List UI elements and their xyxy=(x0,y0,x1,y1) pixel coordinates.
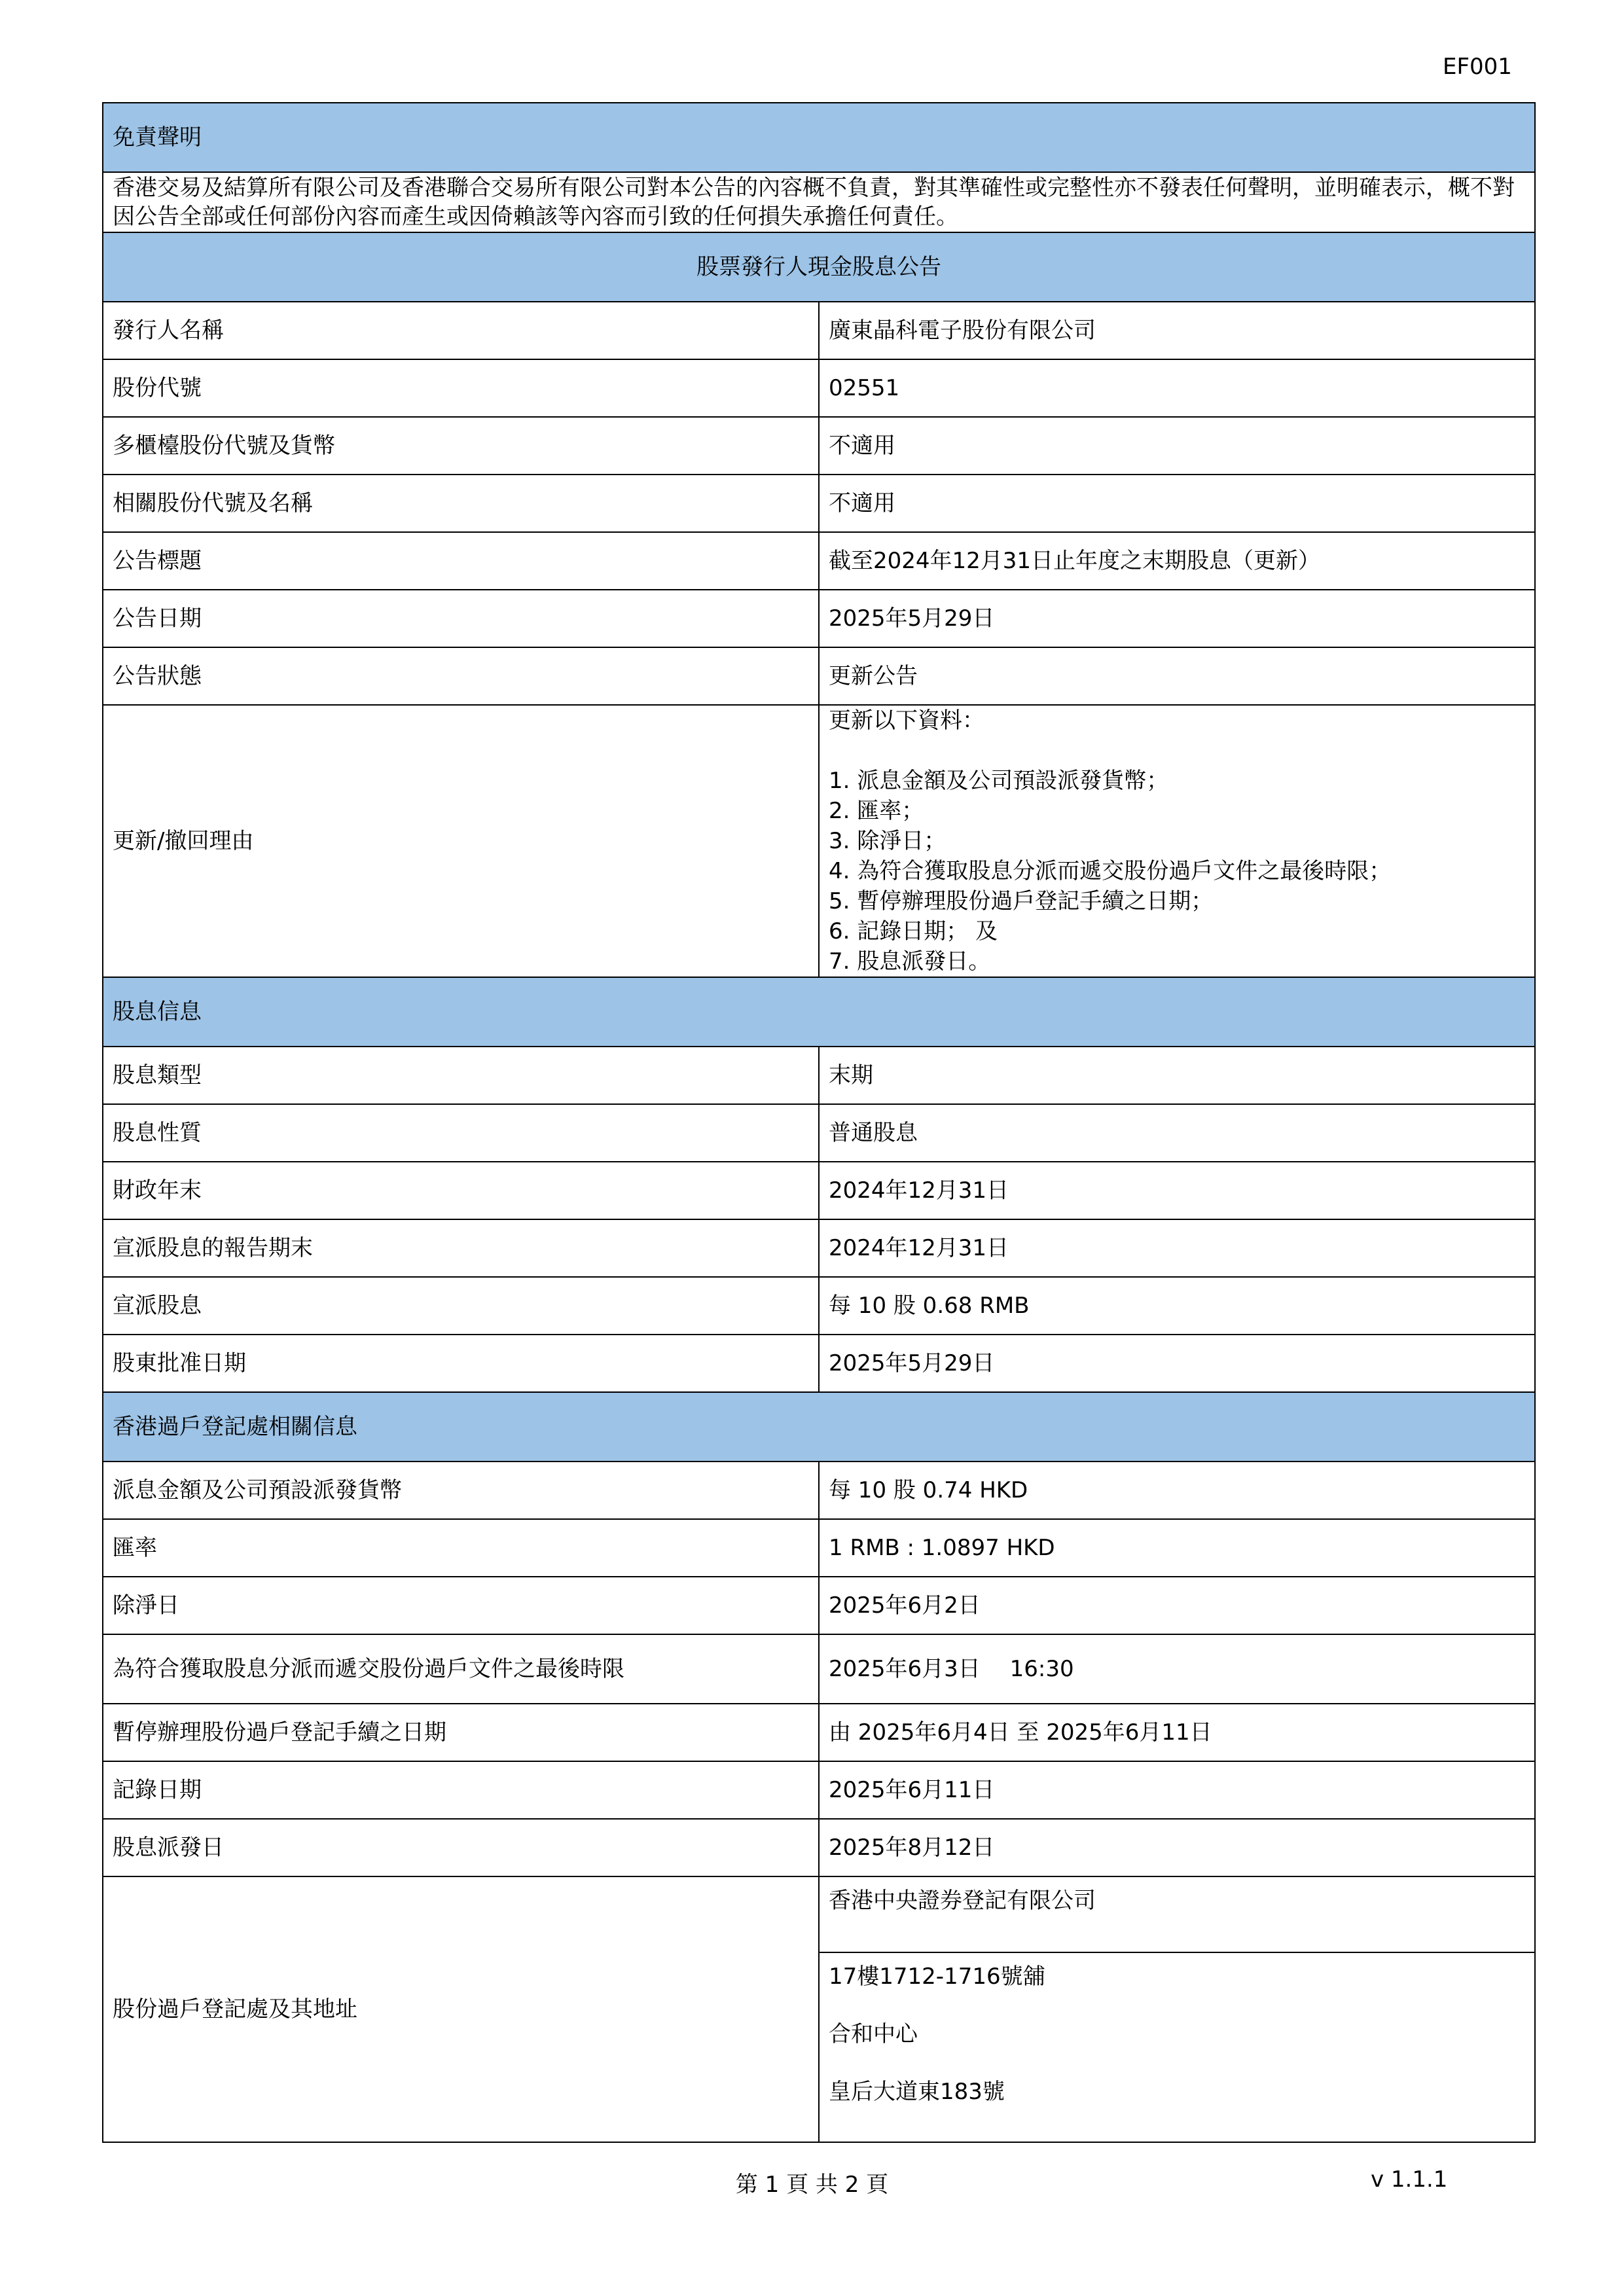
update-reason-item: 7. 股息派發日。 xyxy=(829,948,991,975)
registrar-row xyxy=(103,1462,1535,1519)
registrar-row xyxy=(103,1577,1535,1634)
row-label: 公告狀態 xyxy=(103,647,819,705)
update-reason-intro: 更新以下資料： xyxy=(829,708,984,734)
announcement-title-row xyxy=(103,232,1535,302)
registrar-section-title: 香港過戶登記處相關信息 xyxy=(103,1392,1535,1462)
page-number: 第 1 頁 共 2 頁 xyxy=(735,2172,889,2198)
row-label: 相關股份代號及名稱 xyxy=(103,475,819,532)
dividend-row xyxy=(103,1104,1535,1162)
row-label: 股息性質 xyxy=(103,1104,819,1162)
registrar-section-header xyxy=(103,1392,1535,1462)
row-label: 記錄日期 xyxy=(103,1761,819,1819)
registrar-row xyxy=(103,1634,1535,1704)
registrar-address-line: 合和中心 xyxy=(829,2021,918,2047)
row-label: 除淨日 xyxy=(103,1577,819,1634)
disclaimer-header-row xyxy=(103,103,1535,172)
form-code: EF001 xyxy=(1443,54,1512,80)
row-label: 發行人名稱 xyxy=(103,302,819,359)
dividend-row xyxy=(103,1219,1535,1277)
row-value: 2025年5月29日 xyxy=(819,1335,1535,1392)
update-reason-item: 4. 為符合獲取股息分派而遞交股份過戶文件之最後時限； xyxy=(829,858,1392,884)
row-label: 股息類型 xyxy=(103,1047,819,1104)
row-label: 股東批准日期 xyxy=(103,1335,819,1392)
row-value: 不適用 xyxy=(819,475,1535,532)
update-reason-item: 6. 記錄日期； 及 xyxy=(829,918,998,944)
row-label: 宣派股息的報告期末 xyxy=(103,1219,819,1277)
issuer-row xyxy=(103,647,1535,705)
registrar-row xyxy=(103,1519,1535,1577)
dividend-row xyxy=(103,1162,1535,1219)
disclaimer-row xyxy=(103,172,1535,232)
row-label: 財政年末 xyxy=(103,1162,819,1219)
row-label: 公告標題 xyxy=(103,532,819,590)
row-value: 2024年12月31日 xyxy=(819,1162,1535,1219)
registrar-address-line: 皇后大道東183號 xyxy=(829,2079,1005,2105)
row-value: 更新公告 xyxy=(819,647,1535,705)
dividend-row xyxy=(103,1277,1535,1335)
issuer-row xyxy=(103,359,1535,417)
row-value: 不適用 xyxy=(819,417,1535,475)
registrar-row xyxy=(103,1704,1535,1761)
registrar-address-row xyxy=(103,1876,1535,2142)
row-value: 末期 xyxy=(819,1047,1535,1104)
row-label: 股息派發日 xyxy=(103,1819,819,1876)
row-value: 1 RMB : 1.0897 HKD xyxy=(819,1519,1535,1577)
version-label: v 1.1.1 xyxy=(1371,2166,1448,2193)
registrar-address-label: 股份過戶登記處及其地址 xyxy=(103,1876,819,2142)
disclaimer-text: 香港交易及結算所有限公司及香港聯合交易所有限公司對本公告的內容概不負責，對其準確性或完整性亦不發表任何聲明，並明確表示，概不對因公告全部或任何部份內容而產生或因倚賴該等內容而引致的任何損失承擔任何責任。 xyxy=(103,172,1535,232)
issuer-row xyxy=(103,475,1535,532)
dividend-row xyxy=(103,1047,1535,1104)
announcement-title: 股票發行人現金股息公告 xyxy=(103,232,1535,302)
row-value: 廣東晶科電子股份有限公司 xyxy=(819,302,1535,359)
registrar-name: 香港中央證券登記有限公司 xyxy=(820,1877,1534,1953)
update-reason-item: 3. 除淨日； xyxy=(829,828,947,854)
row-value: 由 2025年6月4日 至 2025年6月11日 xyxy=(819,1704,1535,1761)
dividend-row xyxy=(103,1335,1535,1392)
row-label: 公告日期 xyxy=(103,590,819,647)
row-value: 普通股息 xyxy=(819,1104,1535,1162)
update-reason-item: 5. 暫停辦理股份過戶登記手續之日期； xyxy=(829,888,1214,914)
issuer-row xyxy=(103,302,1535,359)
update-reason-item: 2. 匯率； xyxy=(829,798,924,824)
row-label: 股份代號 xyxy=(103,359,819,417)
update-reason-label: 更新/撤回理由 xyxy=(103,705,819,977)
row-value: 2025年6月3日 16:30 xyxy=(819,1634,1535,1704)
issuer-row xyxy=(103,417,1535,475)
row-value: 2025年6月11日 xyxy=(819,1761,1535,1819)
row-value: 2025年5月29日 xyxy=(819,590,1535,647)
issuer-row xyxy=(103,532,1535,590)
registrar-row xyxy=(103,1819,1535,1876)
update-reason-value xyxy=(819,705,1535,977)
row-label: 匯率 xyxy=(103,1519,819,1577)
update-reason-item: 1. 派息金額及公司預設派發貨幣； xyxy=(829,768,1169,794)
registrar-row xyxy=(103,1761,1535,1819)
row-label: 派息金額及公司預設派發貨幣 xyxy=(103,1462,819,1519)
announcement-table xyxy=(102,102,1536,2143)
row-value: 2024年12月31日 xyxy=(819,1219,1535,1277)
issuer-row xyxy=(103,590,1535,647)
row-value: 截至2024年12月31日止年度之末期股息（更新） xyxy=(819,532,1535,590)
row-label: 暫停辦理股份過戶登記手續之日期 xyxy=(103,1704,819,1761)
disclaimer-title: 免責聲明 xyxy=(103,103,1535,172)
update-reason-row xyxy=(103,705,1535,977)
dividend-section-title: 股息信息 xyxy=(103,977,1535,1047)
row-value: 2025年6月2日 xyxy=(819,1577,1535,1634)
row-label: 多櫃檯股份代號及貨幣 xyxy=(103,417,819,475)
registrar-address-line: 17樓1712-1716號舖 xyxy=(829,1964,1045,1990)
dividend-section-header xyxy=(103,977,1535,1047)
row-label: 宣派股息 xyxy=(103,1277,819,1335)
row-label: 為符合獲取股息分派而遞交股份過戶文件之最後時限 xyxy=(103,1634,819,1704)
registrar-address-value xyxy=(819,1876,1535,2142)
row-value: 2025年8月12日 xyxy=(819,1819,1535,1876)
row-value: 每 10 股 0.74 HKD xyxy=(819,1462,1535,1519)
row-value: 每 10 股 0.68 RMB xyxy=(819,1277,1535,1335)
row-value: 02551 xyxy=(819,359,1535,417)
